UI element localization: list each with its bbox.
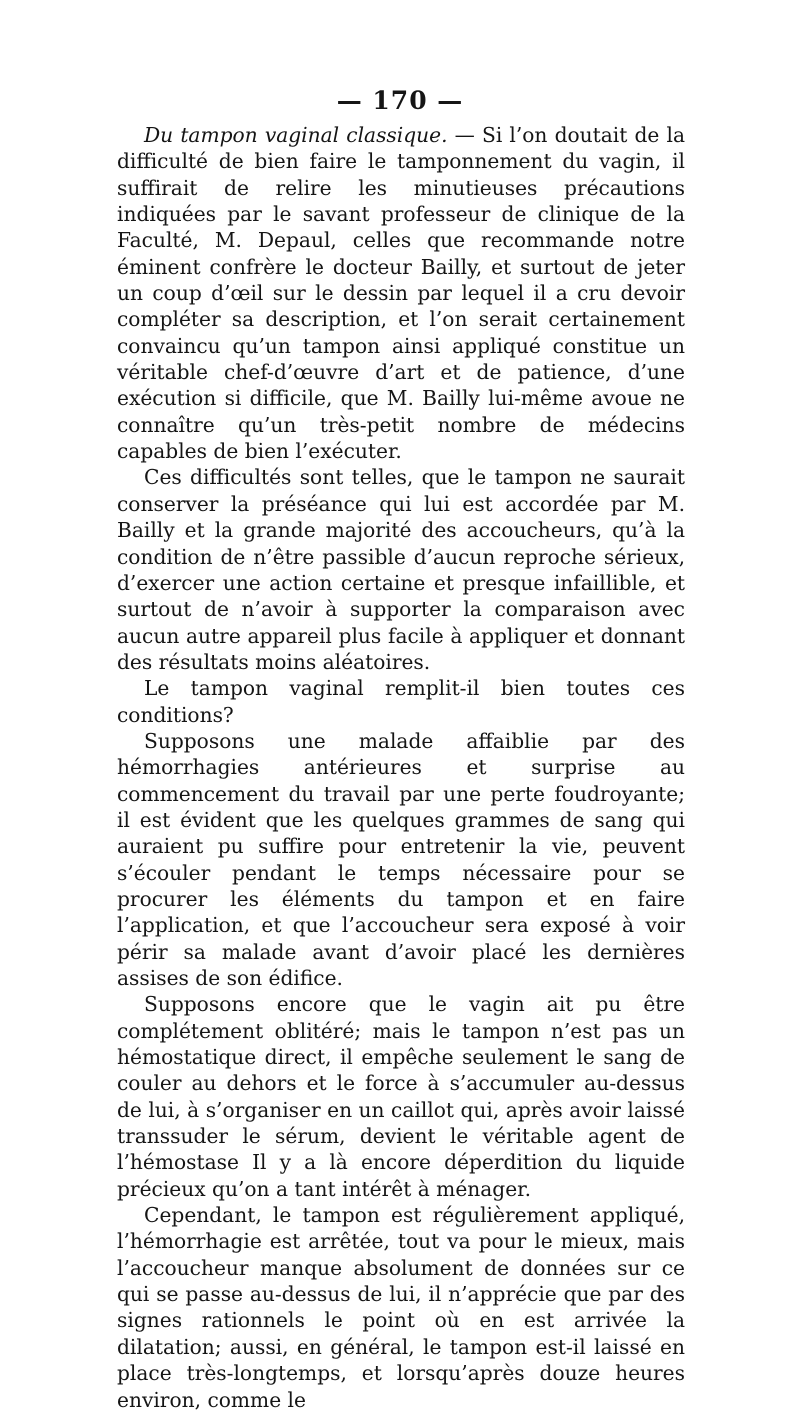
section-heading: Du tampon vaginal classique.	[144, 123, 448, 147]
paragraph-6: Cependant, le tampon est régulièrement appliqué, l’hémorrhagie est arrêtée, tout va pour le mieux, mais l’accoucheur manque absolument de données sur ce qui se passe au-dessus de lui, il n’apprécie que par des signes rationnels le point où en est arrivée la dilatation; aussi, en général, le tampon est-il laissé en place très-longtemps, et lorsqu’après douze heures environ, comme le	[117, 1203, 685, 1412]
body-text	[117, 122, 685, 1413]
paragraph-4: Supposons une malade affaiblie par des hémorrhagies antérieures et surprise au commencement du travail par une perte foudroyante; il est évident que les quelques grammes de sang qui auraient pu suffire pour entretenir la vie, peuvent s’écouler pendant le temps nécessaire pour se procurer les éléments du tampon et en faire l’application, et que l’accoucheur sera exposé à voir périr sa malade avant d’avoir placé les dernières assises de son édifice.	[117, 728, 685, 990]
paragraph-2: Ces difficultés sont telles, que le tampon ne saurait conserver la préséance qui lui est accordée par M. Bailly et la grande majorité des accoucheurs, qu’à la condition de n’être passible d’aucun reproche sérieux, d’exercer une action certaine et presque infaillible, et surtout de n’avoir à supporter la comparaison avec aucun autre appareil plus facile à appliquer et donnant des résultats moins aléatoires.	[117, 465, 685, 674]
paragraph-1-text: — Si l’on doutait de la difficulté de bien faire le tamponnement du vagin, il suffirait de relire les minutieuses précautions indiquées par le savant professeur de clinique de la Faculté, M. Depaul, celles que recommande notre éminent confrère le docteur Bailly, et surtout de jeter un coup d’œil sur le dessin par lequel il a cru devoir compléter sa description, et l’on serait certainement convaincu qu’un tampon ainsi appliqué constitue un véritable chef-d’œuvre d’art et de patience, d’une exécution si difficile, que M. Bailly lui-même avoue ne connaître qu’un très-petit nombre de médecins capables de bien l’exécuter.	[117, 123, 685, 464]
page-number: — 170 —	[336, 86, 464, 115]
paragraph-1	[117, 122, 685, 464]
paragraph-3: Le tampon vaginal remplit-il bien toutes ces conditions?	[117, 676, 685, 727]
paragraph-5: Supposons encore que le vagin ait pu être complétement oblitéré; mais le tampon n’est pas un hémostatique direct, il empêche seulement le sang de couler au dehors et le force à s’accumuler au-dessus de lui, à s’organiser en un caillot qui, après avoir laissé transsuder le sérum, devient le véritable agent de l’hémostase Il y a là encore déperdition du liquide précieux qu’on a tant intérêt à ménager.	[117, 992, 685, 1201]
